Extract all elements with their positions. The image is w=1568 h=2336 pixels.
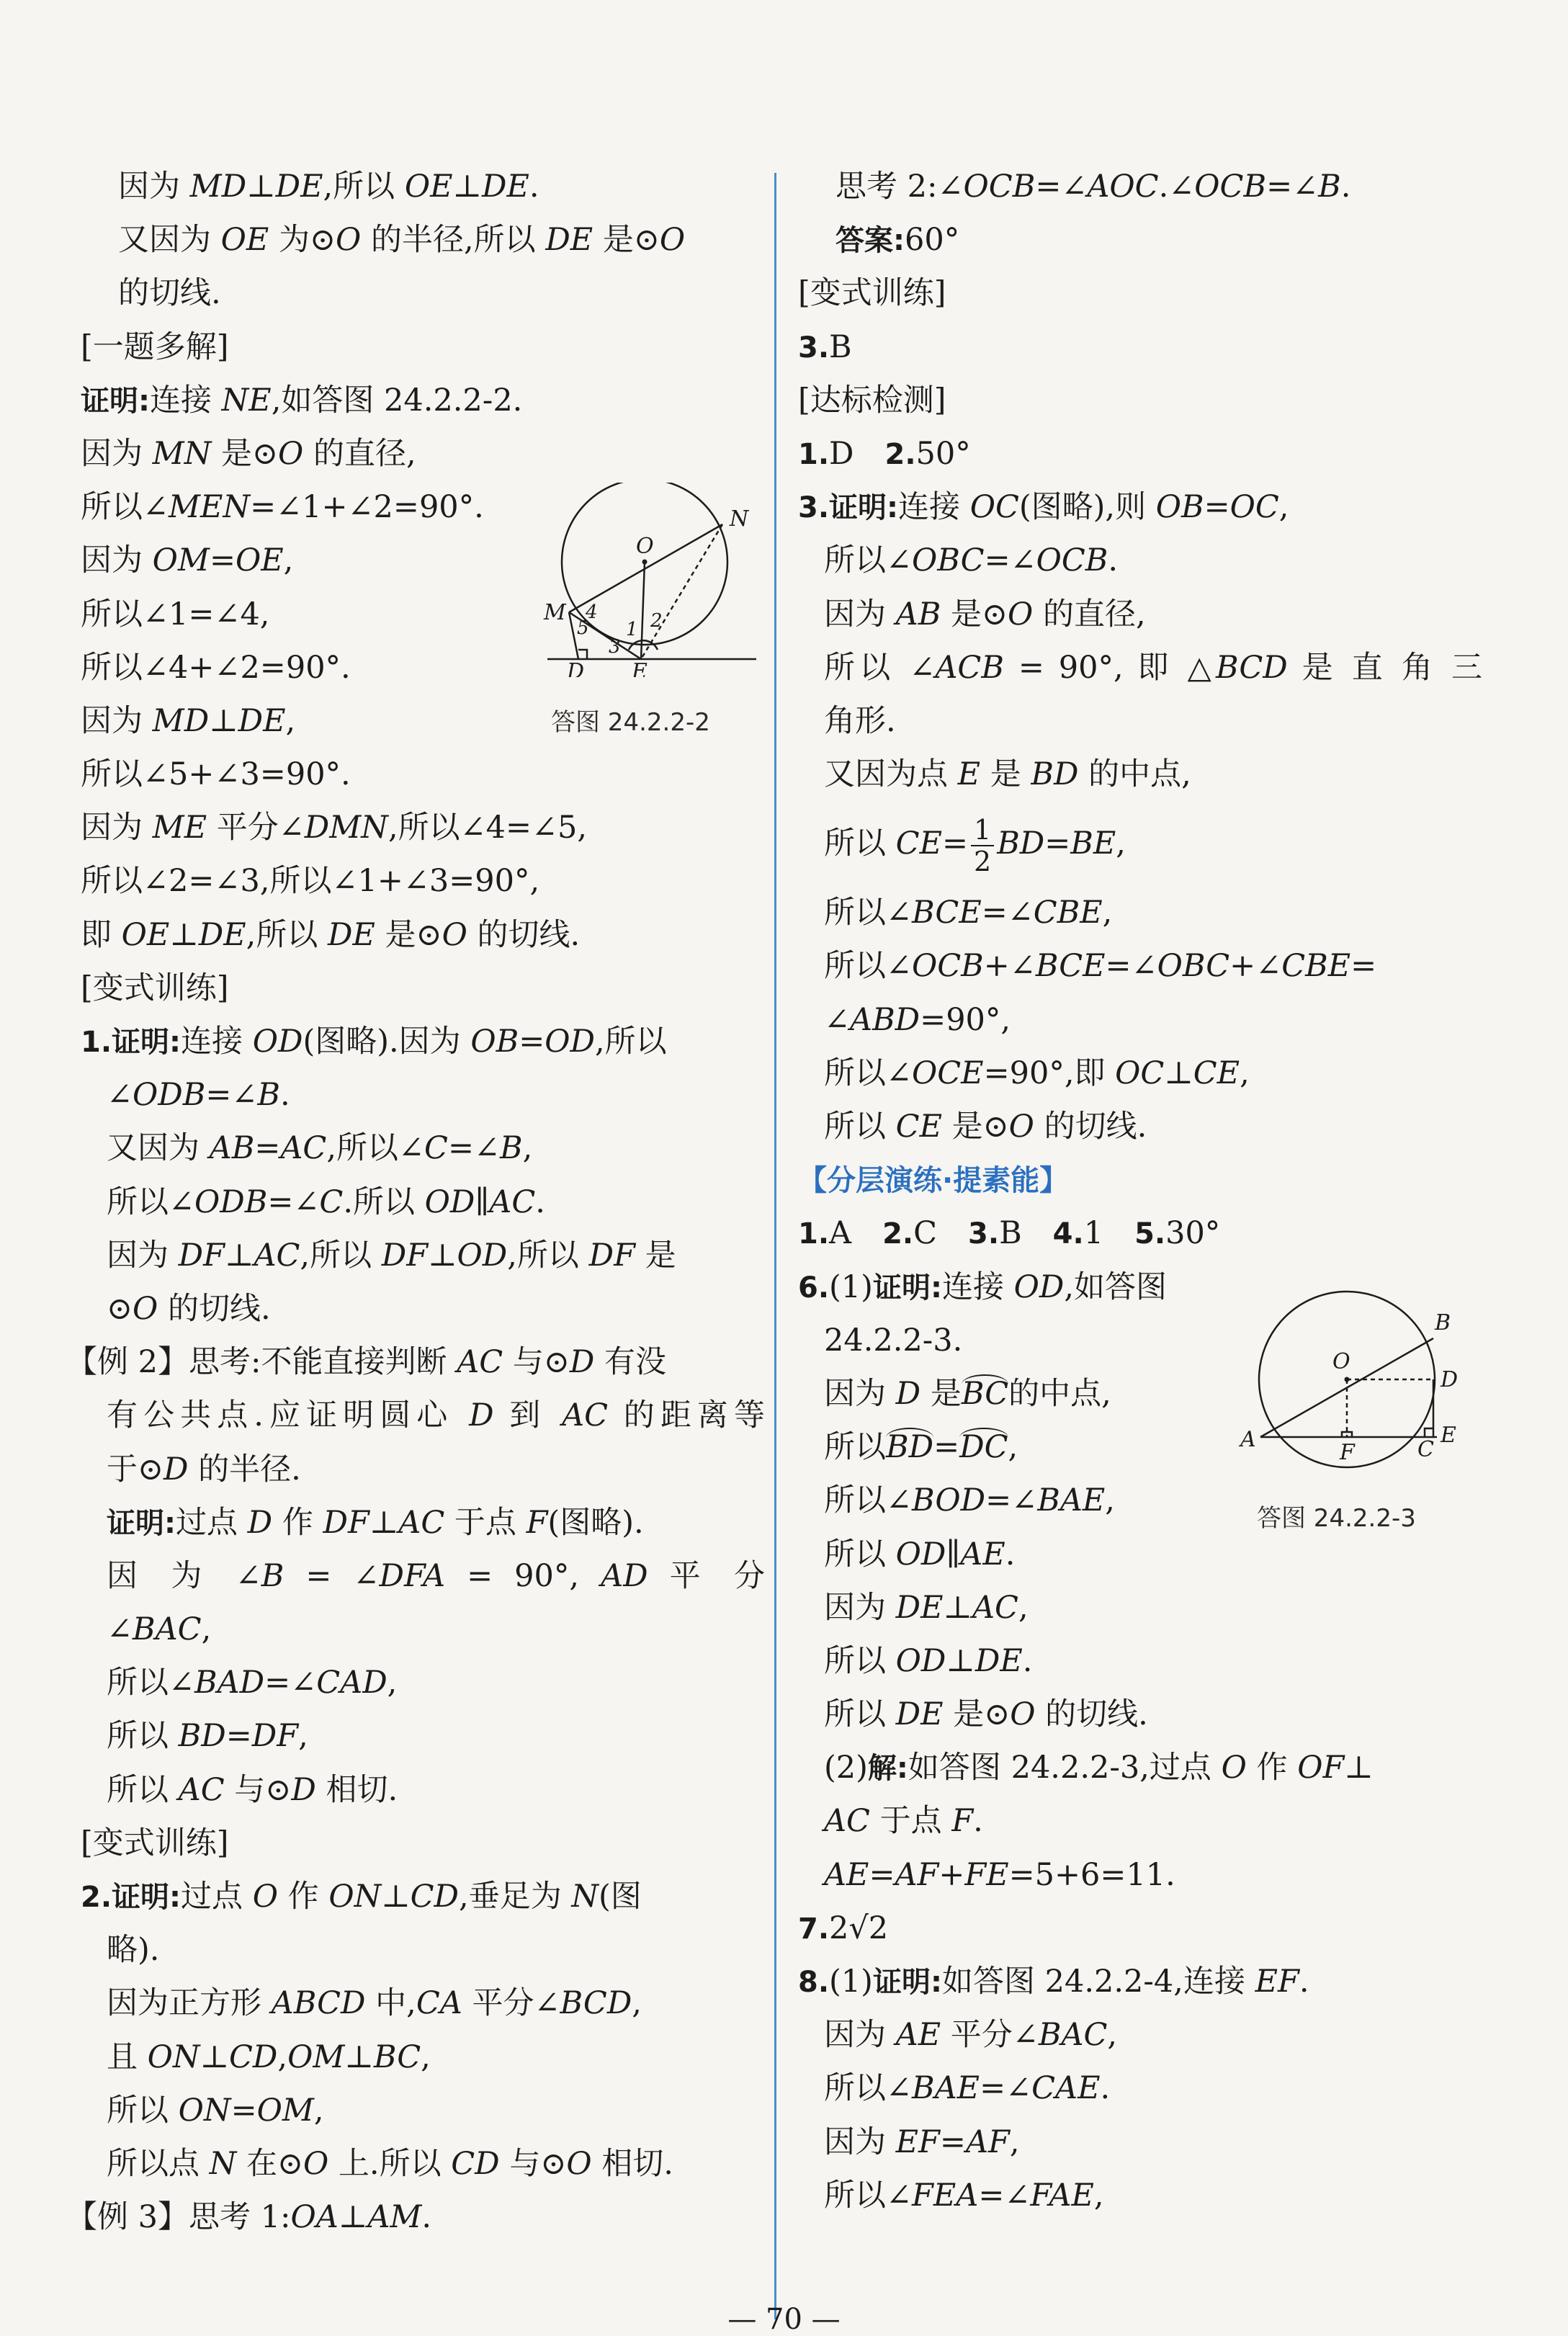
- left-line-11: 因为 MD⊥DE,: [81, 702, 296, 739]
- right-angle-mark: [578, 650, 587, 659]
- figure-caption-1: 答图 24.2.2-2: [551, 708, 710, 737]
- label-o: O: [636, 534, 654, 559]
- left-line-23: 【例 2】思考:不能直接判断 AC 与⊙D 有没: [66, 1344, 667, 1381]
- label-e: E: [632, 659, 648, 677]
- left-line-30: 所以 BD=DF,: [107, 1718, 308, 1755]
- geometry-figure-circle-chord: [1239, 1289, 1477, 1477]
- left-line-8: 因为 OM=OE,: [81, 542, 294, 579]
- right-line-35: 因为 AE 平分∠BAC,: [824, 2017, 1118, 2054]
- left-line-21: 因为 DF⊥AC,所以 DF⊥OD,所以 DF 是: [107, 1237, 676, 1274]
- left-line-29: 所以∠BAD=∠CAD,: [107, 1665, 398, 1701]
- left-line-28: ∠BAC,: [107, 1611, 212, 1648]
- label-o: O: [1332, 1349, 1350, 1374]
- center-dot: [1345, 1377, 1350, 1382]
- label-a: A: [1240, 1427, 1256, 1452]
- right-line-2: 答案:60°: [835, 222, 960, 259]
- left-line-3: 的切线.: [118, 275, 221, 312]
- right-line-7: 3.证明:连接 OC(图略),则 OB=OC,: [798, 489, 1289, 526]
- center-dot: [642, 560, 648, 565]
- left-line-24: 有公共点.应证明圆心 D 到 AC 的距离等: [107, 1397, 765, 1434]
- left-line-4: [一题多解]: [81, 328, 229, 365]
- left-line-20: 所以∠ODB=∠C.所以 OD∥AC.: [107, 1183, 545, 1220]
- right-line-14: 所以∠BCE=∠CBE,: [824, 895, 1113, 931]
- right-line-15: 所以∠OCB+∠BCE=∠OBC+∠CBE=: [824, 948, 1377, 985]
- right-line-12: 又因为点 E 是 BD 的中点,: [824, 756, 1191, 793]
- right-line-4: 3.B: [798, 328, 852, 365]
- figure-24-2-2-2: [537, 483, 760, 677]
- left-line-34: 略).: [107, 1932, 160, 1969]
- left-line-32: [变式训练]: [81, 1825, 229, 1861]
- right-line-9: 因为 AB 是⊙O 的直径,: [824, 596, 1146, 632]
- left-line-14: 所以∠2=∠3,所以∠1+∠3=90°,: [81, 863, 540, 900]
- left-line-22: ⊙O 的切线.: [107, 1290, 271, 1327]
- left-column: [66, 160, 765, 2244]
- right-column: [798, 160, 1482, 2222]
- geometry-figure-tangent: [537, 483, 760, 677]
- label-d: D: [567, 659, 585, 677]
- left-line-36: 且 ON⊥CD,OM⊥BC,: [107, 2039, 431, 2075]
- label-f: F: [1340, 1440, 1355, 1465]
- label-angle-4: 4: [586, 601, 598, 623]
- right-line-33: 7.2√2: [798, 1910, 889, 1946]
- right-line-30: (2)解:如答图 24.2.2-3,过点 O 作 OF⊥: [824, 1750, 1374, 1786]
- left-line-9: 所以∠1=∠4,: [81, 596, 270, 632]
- right-angle-mark-e: [1425, 1428, 1433, 1437]
- right-line-37: 因为 EF=AF,: [824, 2124, 1020, 2160]
- right-line-26: 所以 OD∥AE.: [824, 1536, 1016, 1572]
- figure-24-2-2-3: [1239, 1289, 1477, 1477]
- left-line-12: 所以∠5+∠3=90°.: [81, 756, 351, 793]
- left-line-18: ∠ODB=∠B.: [107, 1077, 290, 1114]
- right-line-25: 所以∠BOD=∠BAE,: [824, 1482, 1115, 1519]
- label-c: C: [1417, 1437, 1434, 1462]
- right-line-6: 1.D 2.50°: [798, 435, 971, 472]
- page-number: — 70 —: [727, 2303, 841, 2336]
- left-line-19: 又因为 AB=AC,所以∠C=∠B,: [107, 1130, 533, 1167]
- left-line-7: 所以∠MEN=∠1+∠2=90°.: [81, 489, 484, 526]
- left-line-31: 所以 AC 与⊙D 相切.: [107, 1771, 398, 1808]
- column-divider: [774, 173, 776, 2319]
- right-line-27: 因为 DE⊥AC,: [824, 1589, 1029, 1626]
- label-angle-1: 1: [626, 619, 638, 640]
- right-line-22: 24.2.2-3.: [824, 1322, 963, 1359]
- right-line-38: 所以∠FEA=∠FAE,: [824, 2177, 1104, 2214]
- right-line-28: 所以 OD⊥DE.: [824, 1642, 1033, 1679]
- right-line-23: 因为 D 是BC的中点,: [824, 1375, 1111, 1412]
- label-e: E: [1441, 1423, 1456, 1448]
- left-line-17: 1.证明:连接 OD(图略).因为 OB=OD,所以: [81, 1024, 667, 1060]
- right-line-13: 所以 CE= $\frac{1}{2}$ BD=BE,: [824, 814, 1126, 878]
- left-line-38: 所以点 N 在⊙O 上.所以 CD 与⊙O 相切.: [107, 2145, 673, 2182]
- left-line-37: 所以 ON=OM,: [107, 2092, 324, 2129]
- right-line-32: AE=AF+FE=5+6=11.: [824, 1856, 1175, 1893]
- label-n: N: [730, 506, 749, 532]
- label-angle-2: 2: [650, 610, 663, 632]
- right-line-34: 8.(1)证明:如答图 24.2.2-4,连接 EF.: [798, 1964, 1309, 2000]
- left-line-35: 因为正方形 ABCD 中,CA 平分∠BCD,: [107, 1985, 642, 2022]
- right-line-17: 所以∠OCE=90°,即 OC⊥CE,: [824, 1055, 1250, 1091]
- right-line-11: 角形.: [824, 702, 896, 739]
- left-line-39: 【例 3】思考 1:OA⊥AM.: [66, 2199, 432, 2236]
- right-line-21: 6.(1)证明:连接 OD,如答图: [798, 1268, 1168, 1305]
- label-d: D: [1441, 1367, 1459, 1392]
- left-line-26: 证明:过点 D 作 DF⊥AC 于点 F(图略).: [107, 1504, 644, 1541]
- right-line-31: AC 于点 F.: [824, 1803, 983, 1840]
- right-line-3: [变式训练]: [798, 275, 946, 312]
- label-angle-5: 5: [577, 617, 589, 639]
- left-line-2: 又因为 OE 为⊙O 的半径,所以 DE 是⊙O: [118, 222, 686, 259]
- right-line-1: 思考 2:∠OCB=∠AOC.∠OCB=∠B.: [835, 169, 1351, 205]
- right-line-29: 所以 DE 是⊙O 的切线.: [824, 1696, 1148, 1733]
- left-line-5: 证明:连接 NE,如答图 24.2.2-2.: [81, 382, 523, 419]
- right-line-20: 1.A 2.C 3.B 4.1 5.30°: [798, 1215, 1221, 1252]
- label-angle-3: 3: [609, 636, 621, 658]
- right-line-5: [达标检测]: [798, 382, 946, 419]
- label-m: M: [544, 600, 566, 625]
- left-line-6: 因为 MN 是⊙O 的直径,: [81, 435, 416, 472]
- left-line-25: 于⊙D 的半径.: [107, 1451, 301, 1487]
- figure-caption-2: 答图 24.2.2-3: [1257, 1504, 1416, 1533]
- label-b: B: [1435, 1310, 1451, 1335]
- right-line-10: 所以 ∠ACB = 90°, 即 △BCD 是 直 角 三: [824, 649, 1482, 686]
- left-line-1: 因为 MD⊥DE,所以 OE⊥DE.: [118, 169, 539, 205]
- right-line-19: 【分层演练·提素能】: [798, 1164, 1069, 1198]
- right-line-18: 所以 CE 是⊙O 的切线.: [824, 1109, 1147, 1145]
- left-line-27: 因 为 ∠B = ∠DFA = 90°, AD 平 分: [107, 1557, 765, 1594]
- left-line-33: 2.证明:过点 O 作 ON⊥CD,垂足为 N(图: [81, 1879, 642, 1915]
- right-line-24: 所以BD=DC,: [824, 1429, 1018, 1466]
- left-line-16: [变式训练]: [81, 970, 229, 1006]
- right-line-16: ∠ABD=90°,: [824, 1001, 1011, 1038]
- right-line-36: 所以∠BAE=∠CAE.: [824, 2070, 1111, 2107]
- left-line-13: 因为 ME 平分∠DMN,所以∠4=∠5,: [81, 810, 588, 846]
- left-line-15: 即 OE⊥DE,所以 DE 是⊙O 的切线.: [81, 916, 581, 953]
- right-line-8: 所以∠OBC=∠OCB.: [824, 542, 1119, 579]
- left-line-10: 所以∠4+∠2=90°.: [81, 649, 351, 686]
